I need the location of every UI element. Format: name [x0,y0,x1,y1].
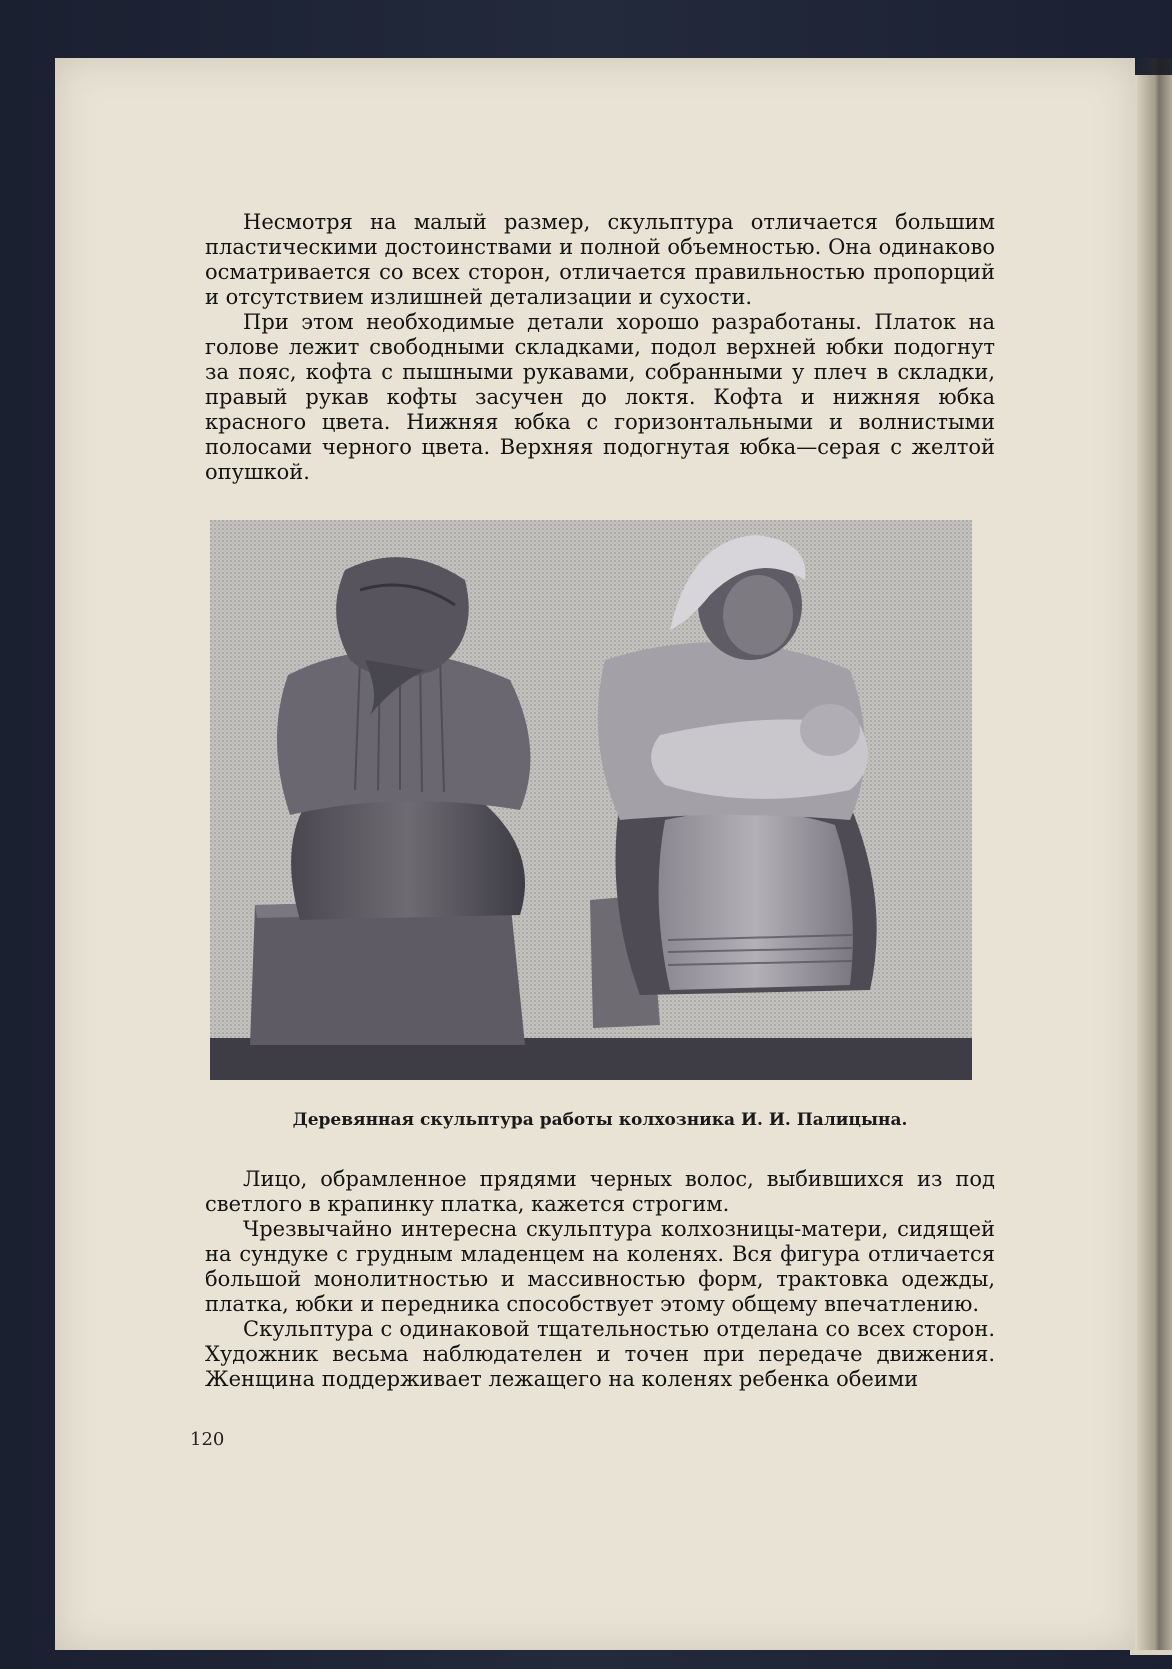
paragraph: При этом необходимые детали хорошо разработаны. Платок на голове лежит свободными складками, подол верхней юбки подогнут за пояс, кофта с пышными рукавами, собранными у плеч в складки, правый рукав кофты засучен до локтя. Кофта и нижняя юбка красного цвета. Нижняя юбка с горизонтальными и волнистыми полосами черного цвета. Верхняя подогнутая юбка—серая с желтой опушкой. [205,310,995,484]
paragraph: Чрезвычайно интересна скульптура колхозницы-матери, сидящей на сундуке с грудным младенцем на коленях. Вся фигура отличается большой монолитностью и массивностью форм, трактовка одежды, платка, юбки и передника способствует этому общему впечатлению. [205,1217,995,1316]
sculpture-photograph [210,520,972,1080]
paragraph: Несмотря на малый размер, скульптура отличается большим пластическими достоинствами и полной объемностью. Она одинаково осматривается со всех сторон, отличается правильностью пропорций и отсутствием излишней детализации и сухости. [205,210,995,309]
paragraph: Лицо, обрамленное прядями черных волос, выбившихся из под светлого в крапинку платка, кажется строгим. [205,1167,995,1216]
page-number: 120 [190,1429,225,1450]
text-block-bottom [205,1167,995,1392]
text-block-top [205,210,995,485]
paragraph: Скульптура с одинаковой тщательностью отделана со всех сторон. Художник весьма наблюдателен и точен при передаче движения. Женщина поддерживает лежащего на коленях ребенка обеими [205,1317,995,1391]
figure-caption: Деревянная скульптура работы колхозника И. И. Палицына. [292,1110,908,1130]
spine-shadow [1137,58,1172,1650]
